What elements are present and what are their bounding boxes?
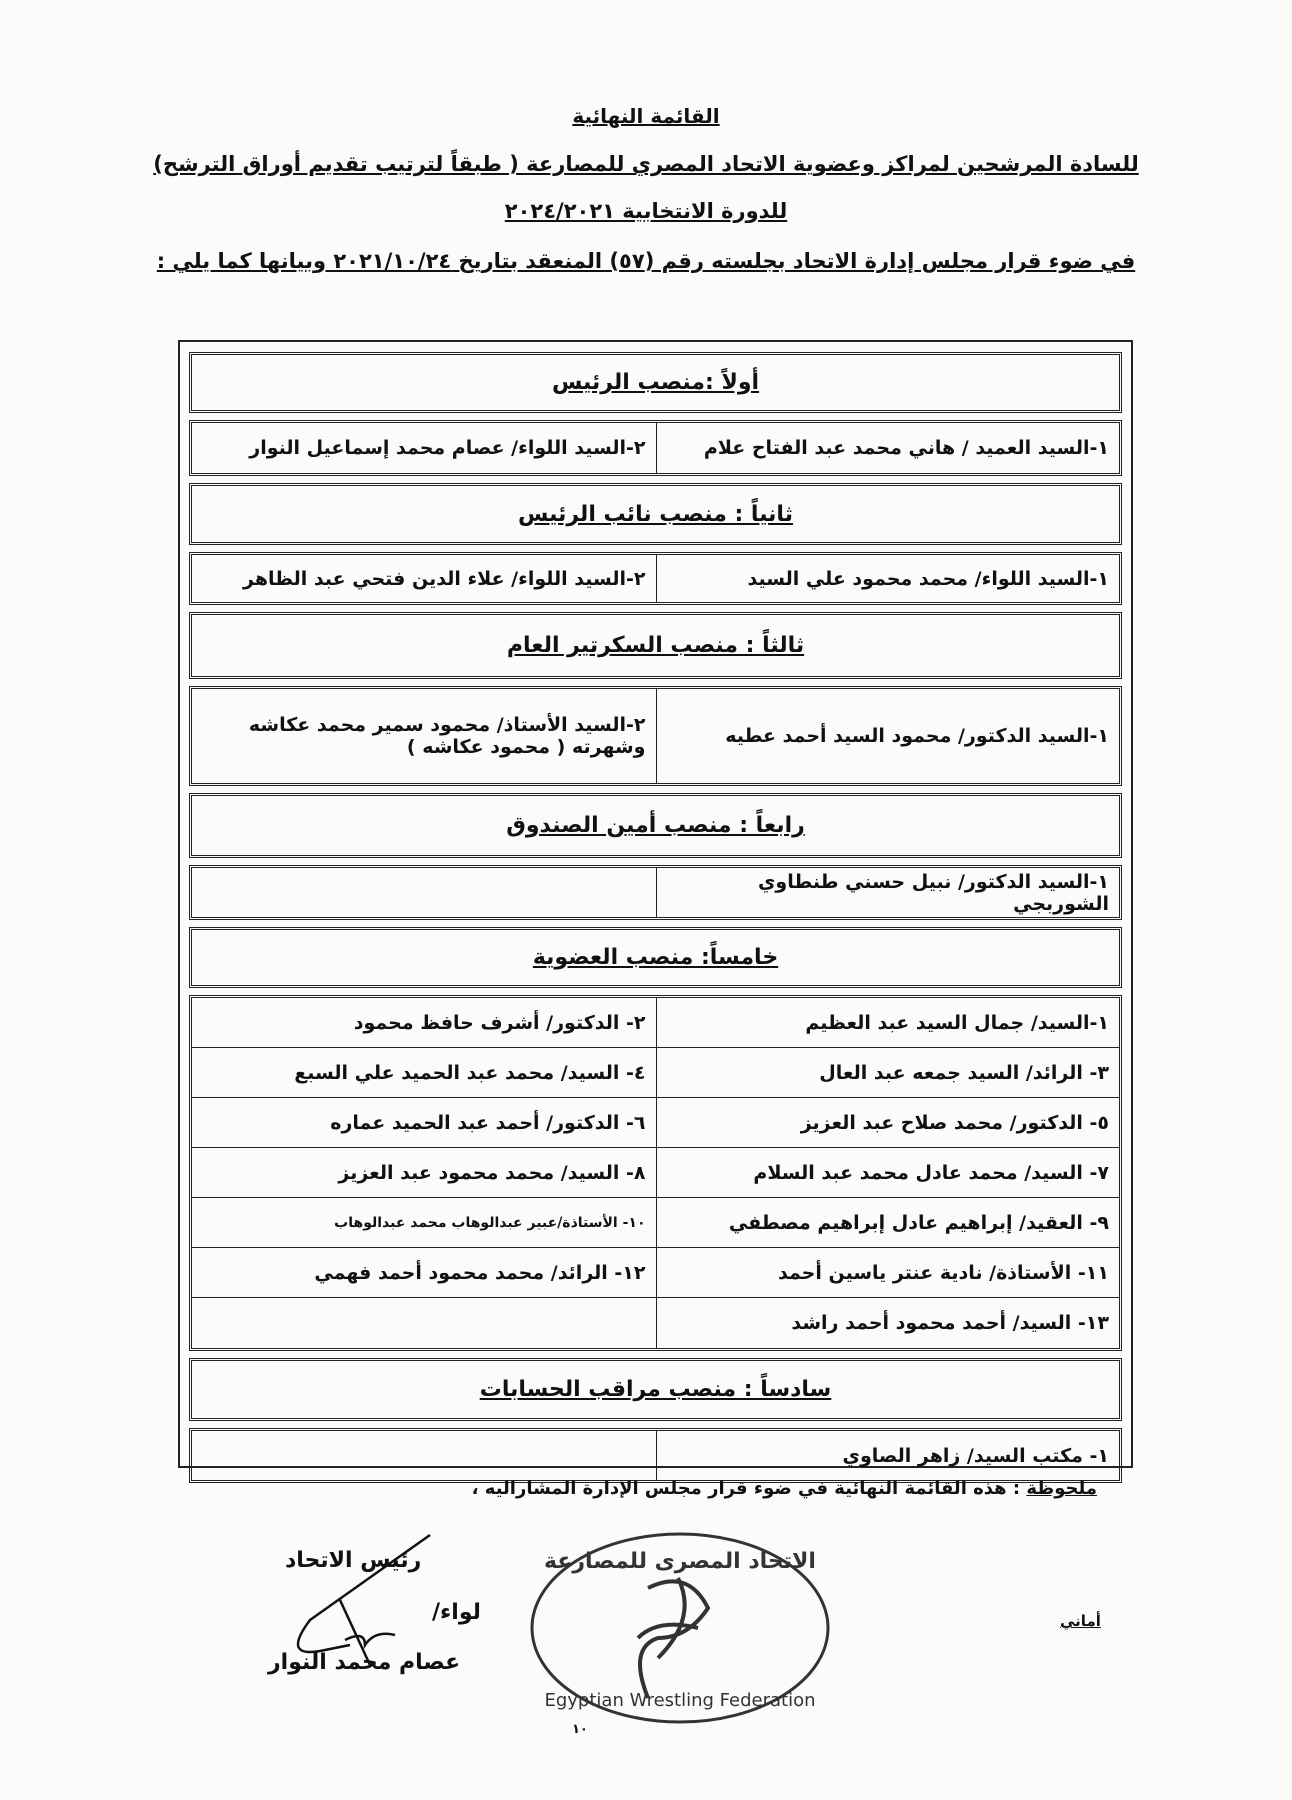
secretary-name: أماني: [1060, 1612, 1101, 1630]
candidate-cell: ٢-السيد الأستاذ/ محمود سمير محمد عكاشه وشهرته ( محمود عكاشه ): [248, 714, 646, 758]
decision-text: في ضوء قرار مجلس إدارة الاتحاد بجلسته رقم (٥٧) المنعقد بتاريخ ٢٠٢١/١٠/٢٤ وبيانها كما يلي :: [156, 249, 1136, 273]
section-header: [189, 927, 1122, 988]
candidates-grid: [189, 995, 1122, 1351]
candidate-cell: ١-السيد الدكتور/ نبيل حسني طنطاوي الشوربجي: [656, 868, 1120, 917]
candidates-table: [178, 340, 1133, 1468]
candidates-grid: [189, 686, 1122, 786]
candidates-grid: [189, 1428, 1122, 1483]
candidate-cell: ٦- الدكتور/ أحمد عبد الحميد عماره: [192, 1098, 656, 1148]
candidate-cell: ٧- السيد/ محمد عادل محمد عبد السلام: [656, 1148, 1120, 1198]
candidate-cell: ١-السيد اللواء/ محمد محمود علي السيد: [656, 555, 1120, 602]
candidate-cell: ٢-السيد اللواء/ عصام محمد إسماعيل النوار: [249, 437, 646, 459]
candidates-grid: [189, 552, 1122, 605]
note: ملحوظة : هذه القائمة النهائية في ضوء قرار مجلس الإدارة المشاراليه ،: [471, 1478, 1097, 1499]
candidates-grid: [189, 865, 1122, 920]
candidate-cell: [192, 1298, 656, 1348]
candidate-cell: ٣- الرائد/ السيد جمعه عبد العال: [656, 1048, 1120, 1098]
svg-text:الاتحاد المصرى للمصارعة: الاتحاد المصرى للمصارعة: [544, 1549, 816, 1574]
candidate-cell: ٨- السيد/ محمد محمود عبد العزيز: [192, 1148, 656, 1198]
candidate-cell: ٢-السيد اللواء/ علاء الدين فتحي عبد الظاهر: [243, 567, 646, 590]
election-term: للدورة الانتخابية ٢٠٢٤/٢٠٢١: [504, 199, 788, 223]
candidate-cell: [192, 868, 656, 917]
candidates-grid: [189, 420, 1122, 476]
candidate-cell: ١١- الأستاذة/ نادية عنتر ياسين أحمد: [656, 1248, 1120, 1298]
section-header: [189, 612, 1122, 679]
candidate-cell: ١٣- السيد/ أحمد محمود أحمد راشد: [656, 1298, 1120, 1348]
candidate-cell: ١- مكتب السيد/ زاهر الصاوي: [656, 1431, 1120, 1480]
document-subtitle: للسادة المرشحين لمراكز وعضوية الاتحاد المصري للمصارعة ( طبقاً لترتيب تقديم أوراق الترشح): [153, 152, 1139, 176]
document-title: القائمة النهائية: [572, 104, 720, 128]
section-header: [189, 1358, 1122, 1421]
handwritten-signature: [270, 1530, 450, 1670]
candidate-cell: ٥- الدكتور/ محمد صلاح عبد العزيز: [656, 1098, 1120, 1148]
stamp: [528, 1528, 832, 1728]
candidate-cell: ١-السيد الدكتور/ محمود السيد أحمد عطيه: [656, 689, 1120, 783]
section-title: أولاً :منصب الرئيس: [551, 370, 760, 395]
section-header: [189, 352, 1122, 413]
candidate-cell: [192, 1431, 656, 1480]
candidate-cell: ١-السيد العميد / هاني محمد عبد الفتاح علام: [656, 423, 1120, 473]
candidate-cell: ١٠- الأستاذة/عبير عبدالوهاب محمد عبدالوهاب: [192, 1198, 656, 1248]
section-title: سادساً : منصب مراقب الحسابات: [479, 1377, 832, 1402]
signature-role: رئيس الاتحاد: [285, 1548, 422, 1573]
section-title: رابعاً : منصب أمين الصندوق: [506, 813, 805, 838]
signature-name: عصام محمد النوار: [268, 1650, 461, 1675]
signature-rank: لواء/: [432, 1600, 481, 1625]
candidate-cell: ١-السيد/ جمال السيد عبد العظيم: [656, 998, 1120, 1048]
candidate-cell: ٤- السيد/ محمد عبد الحميد علي السبع: [192, 1048, 656, 1098]
section-header: [189, 793, 1122, 858]
section-title: خامساً: منصب العضوية: [532, 945, 779, 970]
candidate-cell: ٢- الدكتور/ أشرف حافظ محمود: [192, 998, 656, 1048]
section-title: ثانياً : منصب نائب الرئيس: [518, 501, 793, 527]
svg-text:Egyptian Wrestling Federation: Egyptian Wrestling Federation: [544, 1690, 816, 1711]
section-title: ثالثاً : منصب السكرتير العام: [506, 633, 805, 658]
section-header: [189, 483, 1122, 545]
page-mark: ١٠: [572, 1722, 588, 1737]
candidate-cell: ٩- العقيد/ إبراهيم عادل إبراهيم مصطفي: [656, 1198, 1120, 1248]
candidate-cell: ١٢- الرائد/ محمد محمود أحمد فهمي: [192, 1248, 656, 1298]
